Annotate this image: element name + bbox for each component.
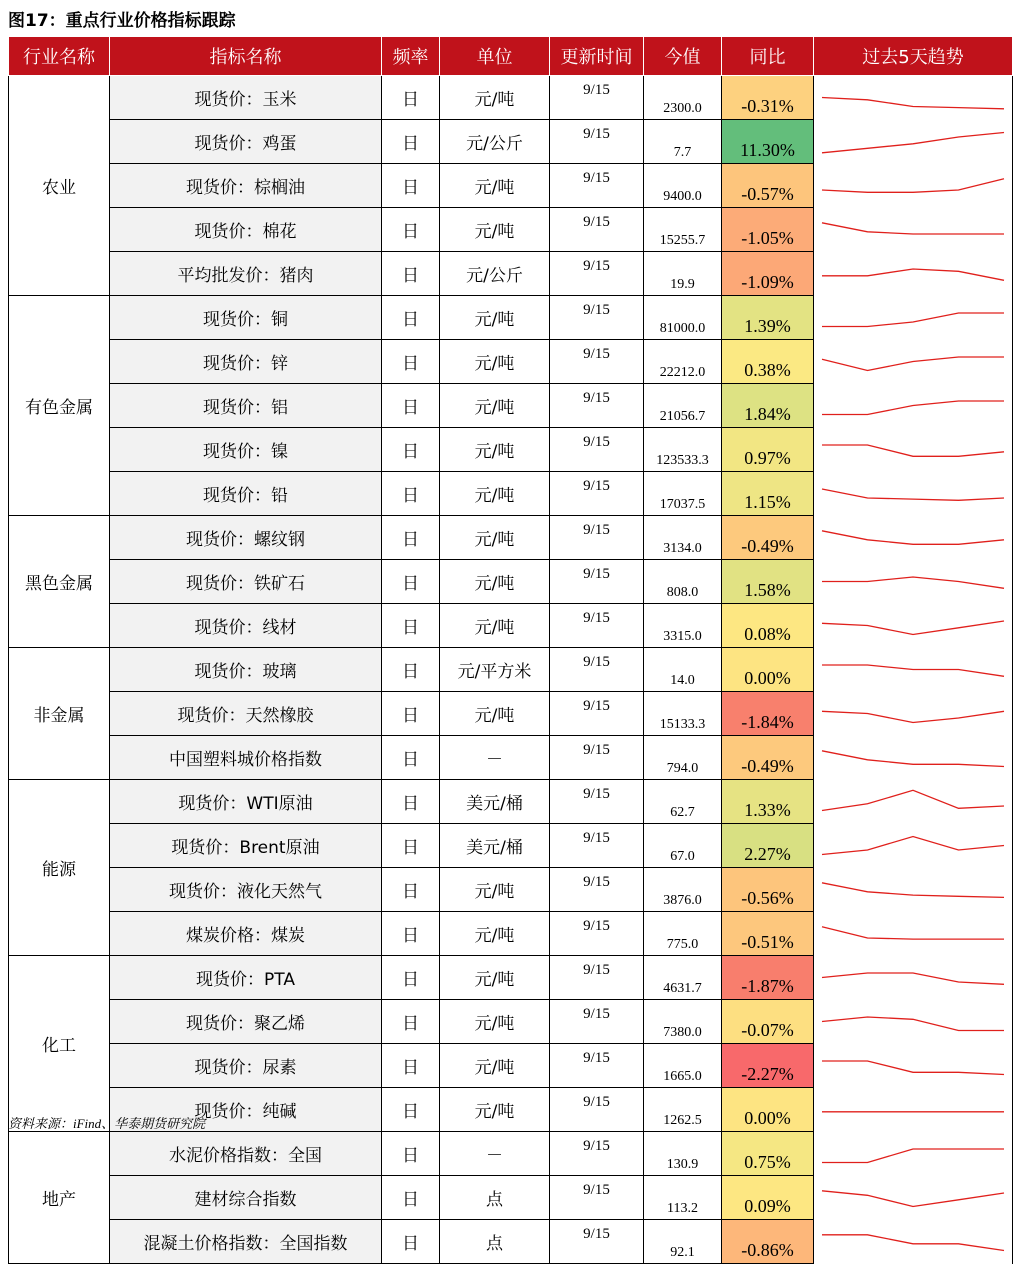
trend-line (822, 665, 1004, 676)
trend-sparkline (814, 387, 1012, 424)
header-frequency: 频率 (382, 37, 440, 76)
update-time-cell: 9/15 (550, 384, 644, 428)
update-time-cell: 9/15 (550, 736, 644, 780)
trend-sparkline (814, 651, 1012, 688)
current-value-cell: 67.0 (644, 824, 722, 868)
trend-line (822, 883, 1004, 898)
table-row (9, 692, 1013, 736)
header-current-value: 今值 (644, 37, 722, 76)
trend-line (822, 269, 1004, 280)
frequency-cell: 日 (382, 1132, 440, 1176)
price-indicator-table (8, 36, 1013, 1264)
table-row (9, 340, 1013, 384)
yoy-cell: -1.05% (722, 208, 814, 252)
yoy-cell: -1.84% (722, 692, 814, 736)
trend-sparkline-cell (814, 692, 1013, 736)
current-value-cell: 81000.0 (644, 296, 722, 340)
header-update-time: 更新时间 (550, 37, 644, 76)
trend-sparkline (814, 343, 1012, 380)
unit-cell: 元/公斤 (440, 252, 550, 296)
industry-name: 地产 (9, 1132, 110, 1264)
unit-cell: 元/吨 (440, 472, 550, 516)
indicator-name: 煤炭价格：煤炭 (110, 912, 382, 956)
indicator-name: 现货价：线材 (110, 604, 382, 648)
frequency-cell: 日 (382, 780, 440, 824)
frequency-cell: 日 (382, 120, 440, 164)
frequency-cell: 日 (382, 1220, 440, 1264)
update-time-cell: 9/15 (550, 296, 644, 340)
industry-name: 化工 (9, 956, 110, 1132)
indicator-name: 现货价：棉花 (110, 208, 382, 252)
table-row (9, 1044, 1013, 1088)
trend-sparkline-cell (814, 164, 1013, 208)
table-row (9, 1176, 1013, 1220)
update-time-cell: 9/15 (550, 648, 644, 692)
unit-cell: 元/吨 (440, 692, 550, 736)
indicator-name: 现货价：玉米 (110, 76, 382, 120)
industry-name: 农业 (9, 76, 110, 296)
indicator-name: 现货价：螺纹钢 (110, 516, 382, 560)
trend-line (822, 751, 1004, 767)
current-value-cell: 775.0 (644, 912, 722, 956)
trend-sparkline-cell (814, 1176, 1013, 1220)
yoy-cell: 0.00% (722, 1088, 814, 1132)
yoy-cell: -0.56% (722, 868, 814, 912)
trend-sparkline (814, 827, 1012, 864)
unit-cell: 元/吨 (440, 340, 550, 384)
current-value-cell: 92.1 (644, 1220, 722, 1264)
table-row (9, 1132, 1013, 1176)
table-row (9, 164, 1013, 208)
current-value-cell: 62.7 (644, 780, 722, 824)
current-value-cell: 15255.7 (644, 208, 722, 252)
current-value-cell: 22212.0 (644, 340, 722, 384)
unit-cell: 元/吨 (440, 912, 550, 956)
industry-name: 非金属 (9, 648, 110, 780)
table-row (9, 296, 1013, 340)
current-value-cell: 3876.0 (644, 868, 722, 912)
trend-line (822, 1191, 1004, 1207)
current-value-cell: 19.9 (644, 252, 722, 296)
trend-line (822, 133, 1004, 153)
frequency-cell: 日 (382, 296, 440, 340)
frequency-cell: 日 (382, 1088, 440, 1132)
unit-cell: 元/吨 (440, 956, 550, 1000)
update-time-cell: 9/15 (550, 340, 644, 384)
frequency-cell: 日 (382, 1000, 440, 1044)
trend-sparkline (814, 695, 1012, 732)
table-row (9, 912, 1013, 956)
trend-sparkline (814, 475, 1012, 512)
yoy-cell: 0.97% (722, 428, 814, 472)
unit-cell: 元/吨 (440, 516, 550, 560)
indicator-name: 现货价：铁矿石 (110, 560, 382, 604)
indicator-name: 平均批发价：猪肉 (110, 252, 382, 296)
update-time-cell: 9/15 (550, 1044, 644, 1088)
current-value-cell: 123533.3 (644, 428, 722, 472)
yoy-cell: -0.51% (722, 912, 814, 956)
indicator-name: 建材综合指数 (110, 1176, 382, 1220)
trend-line (822, 1235, 1004, 1251)
trend-sparkline-cell (814, 1000, 1013, 1044)
indicator-name: 现货价：尿素 (110, 1044, 382, 1088)
table-row (9, 516, 1013, 560)
indicator-name: 现货价：PTA (110, 956, 382, 1000)
frequency-cell: 日 (382, 164, 440, 208)
trend-sparkline (814, 123, 1012, 160)
table-row (9, 76, 1013, 120)
trend-sparkline-cell (814, 1132, 1013, 1176)
trend-line (822, 711, 1004, 722)
unit-cell: 元/吨 (440, 1088, 550, 1132)
update-time-cell: 9/15 (550, 868, 644, 912)
update-time-cell: 9/15 (550, 164, 644, 208)
indicator-name: 现货价：Brent原油 (110, 824, 382, 868)
unit-cell: 元/吨 (440, 560, 550, 604)
table-row (9, 384, 1013, 428)
update-time-cell: 9/15 (550, 560, 644, 604)
table-row (9, 1000, 1013, 1044)
current-value-cell: 9400.0 (644, 164, 722, 208)
trend-sparkline (814, 519, 1012, 556)
trend-sparkline-cell (814, 1088, 1013, 1132)
trend-sparkline (814, 871, 1012, 908)
current-value-cell: 7.7 (644, 120, 722, 164)
yoy-cell: 1.15% (722, 472, 814, 516)
frequency-cell: 日 (382, 252, 440, 296)
update-time-cell: 9/15 (550, 428, 644, 472)
indicator-name: 现货价：棕榈油 (110, 164, 382, 208)
current-value-cell: 14.0 (644, 648, 722, 692)
unit-cell: 元/吨 (440, 1000, 550, 1044)
update-time-cell: 9/15 (550, 120, 644, 164)
yoy-cell: -1.87% (722, 956, 814, 1000)
trend-line (822, 927, 1004, 939)
yoy-cell: 11.30% (722, 120, 814, 164)
indicator-name: 现货价：鸡蛋 (110, 120, 382, 164)
table-row (9, 956, 1013, 1000)
indicator-name: 现货价：WTI原油 (110, 780, 382, 824)
trend-sparkline-cell (814, 824, 1013, 868)
trend-sparkline (814, 79, 1012, 116)
indicator-name: 现货价：液化天然气 (110, 868, 382, 912)
unit-cell: 元/吨 (440, 76, 550, 120)
trend-line (822, 790, 1004, 810)
update-time-cell: 9/15 (550, 824, 644, 868)
unit-cell: 美元/桶 (440, 780, 550, 824)
frequency-cell: 日 (382, 648, 440, 692)
current-value-cell: 808.0 (644, 560, 722, 604)
trend-sparkline (814, 1135, 1012, 1172)
indicator-name: 现货价：铝 (110, 384, 382, 428)
update-time-cell: 9/15 (550, 604, 644, 648)
indicator-name: 现货价：纯碱 (110, 1088, 382, 1132)
yoy-cell: 0.08% (722, 604, 814, 648)
table-row (9, 604, 1013, 648)
trend-sparkline-cell (814, 648, 1013, 692)
yoy-cell: -0.86% (722, 1220, 814, 1264)
header-indicator: 指标名称 (110, 37, 382, 76)
trend-sparkline-cell (814, 428, 1013, 472)
trend-sparkline-cell (814, 472, 1013, 516)
trend-sparkline-cell (814, 384, 1013, 428)
frequency-cell: 日 (382, 956, 440, 1000)
unit-cell: 元/吨 (440, 428, 550, 472)
trend-line (822, 98, 1004, 109)
trend-sparkline (814, 431, 1012, 468)
trend-sparkline-cell (814, 76, 1013, 120)
table-row (9, 120, 1013, 164)
trend-line (822, 837, 1004, 855)
frequency-cell: 日 (382, 560, 440, 604)
header-unit: 单位 (440, 37, 550, 76)
trend-line (822, 621, 1004, 635)
yoy-cell: -0.49% (722, 516, 814, 560)
unit-cell: 点 (440, 1220, 550, 1264)
frequency-cell: 日 (382, 340, 440, 384)
indicator-name: 现货价：天然橡胶 (110, 692, 382, 736)
unit-cell: 元/吨 (440, 868, 550, 912)
unit-cell: 元/吨 (440, 604, 550, 648)
update-time-cell: 9/15 (550, 208, 644, 252)
frequency-cell: 日 (382, 384, 440, 428)
trend-sparkline (814, 739, 1012, 776)
yoy-cell: 1.84% (722, 384, 814, 428)
table-row (9, 472, 1013, 516)
current-value-cell: 2300.0 (644, 76, 722, 120)
header-industry: 行业名称 (9, 37, 110, 76)
trend-sparkline-cell (814, 736, 1013, 780)
current-value-cell: 113.2 (644, 1176, 722, 1220)
frequency-cell: 日 (382, 824, 440, 868)
update-time-cell: 9/15 (550, 76, 644, 120)
frequency-cell: 日 (382, 76, 440, 120)
table-row (9, 208, 1013, 252)
indicator-name: 现货价：镍 (110, 428, 382, 472)
trend-sparkline (814, 1003, 1012, 1040)
current-value-cell: 21056.7 (644, 384, 722, 428)
current-value-cell: 3315.0 (644, 604, 722, 648)
frequency-cell: 日 (382, 912, 440, 956)
frequency-cell: 日 (382, 208, 440, 252)
indicator-name: 现货价：玻璃 (110, 648, 382, 692)
trend-sparkline (814, 1179, 1012, 1216)
yoy-cell: -0.31% (722, 76, 814, 120)
frequency-cell: 日 (382, 472, 440, 516)
yoy-cell: -0.57% (722, 164, 814, 208)
current-value-cell: 3134.0 (644, 516, 722, 560)
update-time-cell: 9/15 (550, 692, 644, 736)
trend-sparkline (814, 255, 1012, 292)
indicator-name: 水泥价格指数：全国 (110, 1132, 382, 1176)
yoy-cell: 0.38% (722, 340, 814, 384)
trend-sparkline-cell (814, 1220, 1013, 1264)
trend-line (822, 1017, 1004, 1031)
yoy-cell: -1.09% (722, 252, 814, 296)
update-time-cell: 9/15 (550, 516, 644, 560)
table-row (9, 780, 1013, 824)
update-time-cell: 9/15 (550, 1176, 644, 1220)
update-time-cell: 9/15 (550, 472, 644, 516)
update-time-cell: 9/15 (550, 780, 644, 824)
source-note: 资料来源：iFind、华泰期货研究院 (8, 1116, 206, 1131)
trend-sparkline-cell (814, 956, 1013, 1000)
yoy-cell: 0.75% (722, 1132, 814, 1176)
update-time-cell: 9/15 (550, 1132, 644, 1176)
update-time-cell: 9/15 (550, 1220, 644, 1264)
indicator-name: 现货价：聚乙烯 (110, 1000, 382, 1044)
frequency-cell: 日 (382, 692, 440, 736)
current-value-cell: 17037.5 (644, 472, 722, 516)
trend-sparkline-cell (814, 604, 1013, 648)
trend-line (822, 223, 1004, 234)
trend-sparkline-cell (814, 296, 1013, 340)
trend-sparkline-cell (814, 1044, 1013, 1088)
current-value-cell: 1262.5 (644, 1088, 722, 1132)
trend-sparkline-cell (814, 780, 1013, 824)
trend-line (822, 357, 1004, 371)
update-time-cell: 9/15 (550, 956, 644, 1000)
current-value-cell: 1665.0 (644, 1044, 722, 1088)
trend-line (822, 489, 1004, 500)
current-value-cell: 15133.3 (644, 692, 722, 736)
unit-cell: 点 (440, 1176, 550, 1220)
table-row (9, 868, 1013, 912)
trend-sparkline-cell (814, 912, 1013, 956)
yoy-cell: -0.07% (722, 1000, 814, 1044)
industry-name: 有色金属 (9, 296, 110, 516)
trend-sparkline (814, 1091, 1012, 1128)
trend-sparkline-cell (814, 340, 1013, 384)
frequency-cell: 日 (382, 516, 440, 560)
trend-line (822, 577, 1004, 588)
yoy-cell: 0.09% (722, 1176, 814, 1220)
current-value-cell: 7380.0 (644, 1000, 722, 1044)
yoy-cell: 1.39% (722, 296, 814, 340)
table-row (9, 736, 1013, 780)
trend-sparkline (814, 607, 1012, 644)
current-value-cell: 130.9 (644, 1132, 722, 1176)
trend-line (822, 445, 1004, 456)
trend-sparkline (814, 563, 1012, 600)
unit-cell: 元/平方米 (440, 648, 550, 692)
frequency-cell: 日 (382, 604, 440, 648)
trend-line (822, 401, 1004, 415)
yoy-cell: 1.58% (722, 560, 814, 604)
trend-sparkline (814, 783, 1012, 820)
yoy-cell: -2.27% (722, 1044, 814, 1088)
trend-sparkline (814, 915, 1012, 952)
industry-name: 黑色金属 (9, 516, 110, 648)
unit-cell: 元/吨 (440, 296, 550, 340)
yoy-cell: 2.27% (722, 824, 814, 868)
unit-cell: 元/吨 (440, 384, 550, 428)
trend-sparkline (814, 211, 1012, 248)
table-row (9, 1220, 1013, 1264)
frequency-cell: 日 (382, 868, 440, 912)
table-row (9, 252, 1013, 296)
trend-sparkline (814, 1047, 1012, 1084)
trend-line (822, 531, 1004, 545)
trend-sparkline-cell (814, 208, 1013, 252)
table-row (9, 648, 1013, 692)
yoy-cell: -0.49% (722, 736, 814, 780)
unit-cell: 元/公斤 (440, 120, 550, 164)
unit-cell: 美元/桶 (440, 824, 550, 868)
trend-sparkline-cell (814, 516, 1013, 560)
indicator-name: 现货价：锌 (110, 340, 382, 384)
trend-sparkline (814, 1223, 1012, 1260)
update-time-cell: 9/15 (550, 252, 644, 296)
header-trend: 过去5天趋势 (814, 37, 1013, 76)
trend-sparkline-cell (814, 560, 1013, 604)
unit-cell: 元/吨 (440, 208, 550, 252)
unit-cell: 元/吨 (440, 1044, 550, 1088)
frequency-cell: 日 (382, 736, 440, 780)
trend-line (822, 313, 1004, 327)
current-value-cell: 794.0 (644, 736, 722, 780)
frequency-cell: 日 (382, 428, 440, 472)
table-body (9, 76, 1013, 1264)
industry-name: 能源 (9, 780, 110, 956)
trend-sparkline (814, 299, 1012, 336)
trend-line (822, 179, 1004, 193)
unit-cell: － (440, 736, 550, 780)
table-row (9, 428, 1013, 472)
yoy-cell: 0.00% (722, 648, 814, 692)
trend-line (822, 1149, 1004, 1163)
trend-line (822, 973, 1004, 984)
trend-sparkline-cell (814, 120, 1013, 164)
header-yoy: 同比 (722, 37, 814, 76)
table-row (9, 560, 1013, 604)
current-value-cell: 4631.7 (644, 956, 722, 1000)
indicator-name: 混凝土价格指数：全国指数 (110, 1220, 382, 1264)
table-row (9, 824, 1013, 868)
trend-sparkline-cell (814, 868, 1013, 912)
update-time-cell: 9/15 (550, 1088, 644, 1132)
indicator-name: 现货价：铜 (110, 296, 382, 340)
unit-cell: 元/吨 (440, 164, 550, 208)
figure-title: 图17：重点行业价格指标跟踪 (8, 11, 236, 31)
update-time-cell: 9/15 (550, 912, 644, 956)
frequency-cell: 日 (382, 1044, 440, 1088)
trend-sparkline (814, 167, 1012, 204)
trend-sparkline-cell (814, 252, 1013, 296)
indicator-name: 现货价：铅 (110, 472, 382, 516)
update-time-cell: 9/15 (550, 1000, 644, 1044)
trend-sparkline (814, 959, 1012, 996)
frequency-cell: 日 (382, 1176, 440, 1220)
yoy-cell: 1.33% (722, 780, 814, 824)
trend-line (822, 1061, 1004, 1075)
header-row (9, 37, 1013, 76)
indicator-name: 中国塑料城价格指数 (110, 736, 382, 780)
unit-cell: － (440, 1132, 550, 1176)
